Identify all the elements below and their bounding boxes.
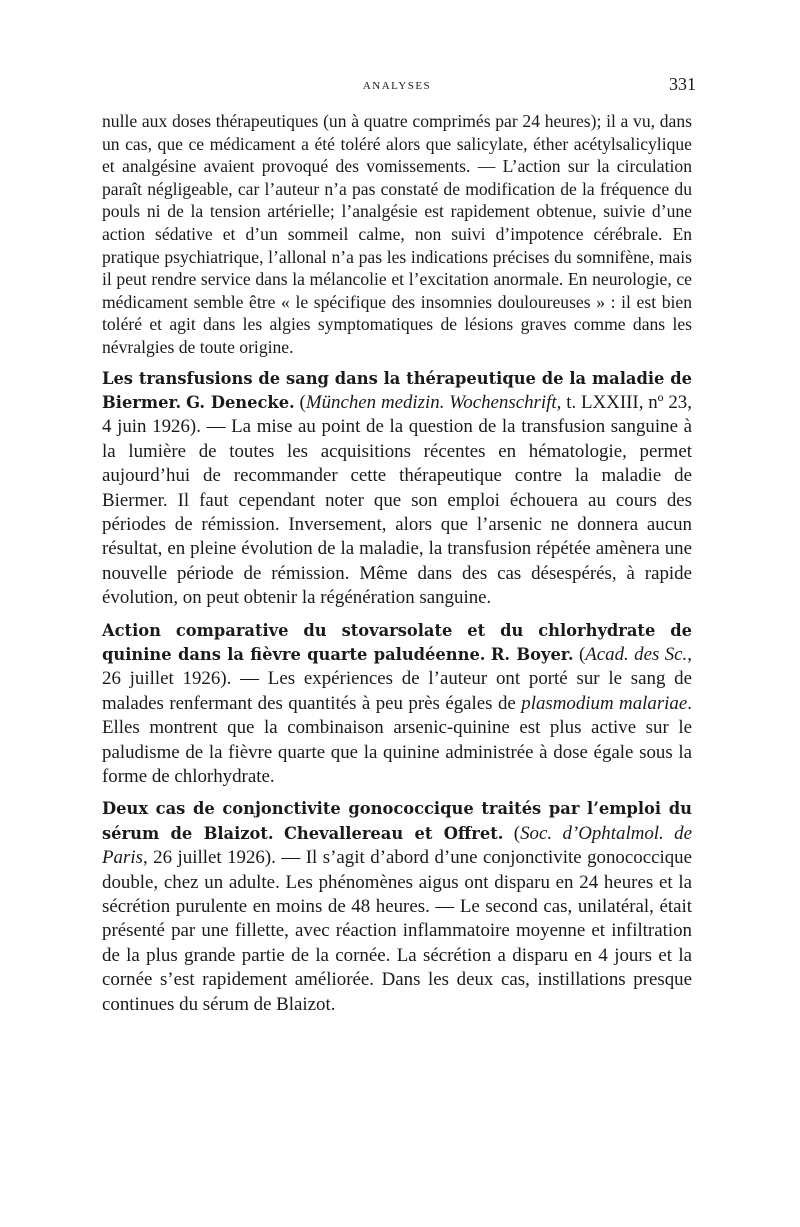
entry-source-open: ( — [513, 822, 521, 844]
intro-paragraph: nulle aux doses thérapeutiques (un à quatre comprimés par 24 heures); il a vu, dans un cas, que ce médicament a été toléré alors que salicylate, éther acétylsalicylique et analgésine avaient provoqué des vomissements. — L’action sur la circulation paraît négligeable, car l’auteur n’a pas constaté de modification de la fréquence du pouls ni de la tension artérielle; l’analgésie est rapidement obtenue, suivie d’une action sédative et d’un sommeil calme, non suivi d’impotence cérébrale. En pratique psychiatrique, l’allonal n’a pas les indications précises du somnifène, mais il peut rendre service dans la mélancolie et l’excitation anormale. En neurologie, ce médicament semble être « le spécifique des insomnies douloureuses » : il est bien toléré et agit dans les algies symptomatiques de lésions graves comme dans les névralgies de toute origine. — [102, 111, 692, 357]
entry-body: — Il s’agit d’abord d’une conjonctivite gonococcique double, chez un adulte. Les phénomènes aigus ont disparu en 24 heures et la sécrétion purulente en moins de 48 heures. — Le second cas, unilatéral, était présenté par une fillette, avec réaction inflammatoire moyenne et infiltration de la plus grande partie de la cornée. La sécrétion a disparu en 4 jours et la cornée s’est rapidement améliorée. Dans les deux cas, instillations presque continues du sérum de Blaizot. — [102, 847, 692, 1015]
entry-title: Deux cas de conjonctivite gonococcique traités par l’emploi du sérum de Blaizot. — [102, 799, 692, 843]
running-title: ANALYSES — [362, 80, 432, 92]
page-number: 331 — [669, 74, 696, 94]
source-journal: Acad. des Sc. — [585, 644, 688, 665]
entry-transfusions — [102, 367, 692, 611]
entry-conjonctivite — [102, 797, 692, 1017]
entry-stovarsolate — [102, 619, 692, 790]
entry-body: — La mise au point de la question de la transfusion sanguine à la lumière de toutes les acquisitions récentes en hématologie, permet aujourd’hui de recommander cette thérapeutique contre la maladie de Biermer. Il faut cependant noter que son emploi échouera au cours des périodes de rémission. Inversement, alors que l’arsenic ne donnera aucun résultat, en pleine évolution de la maladie, la transfusion répétée amènera une nouvelle période de rémission. Même dans des cas désespérés, à rapide évolution, on peut obtenir la régénération sanguine. — [102, 416, 692, 609]
entry-source-open: ( — [578, 644, 586, 665]
entry-title: Action comparative du stovarsolate et du chlorhydrate de quinine dans la fièvre quarte paludéenne. — [102, 620, 692, 664]
page — [102, 74, 696, 1017]
source-journal: München medizin. Wochenschrift — [305, 391, 557, 413]
entry-source-open: ( — [299, 391, 306, 413]
source-journal: Soc. d’Ophtalmol. de Paris — [102, 822, 692, 869]
entry-body-part2: . Elles montrent que la combinaison arsenic-quinine est plus active sur le paludisme de la fièvre quarte que la quinine administrée à dose égale sous la forme de chlorhydrate. — [102, 692, 692, 788]
entry-author: R. Boyer. — [490, 645, 574, 664]
entry-source-detail: , 26 juillet 1926). — [102, 644, 692, 690]
entry-author: Chevallereau et Offret. — [283, 823, 504, 843]
entry-source-detail: , t. LXXIII, nº 23, 4 juin 1926). — [102, 391, 692, 438]
running-head — [102, 74, 696, 102]
entry-title: Les transfusions de sang dans la thérapeutique de la maladie de Biermer. — [102, 368, 692, 412]
entry-source-detail: , 26 juillet 1926). — [142, 847, 276, 869]
entry-body-part1: — Les expériences de l’auteur ont porté sur le sang de malades renfermant des quantités à peu près égales de — [102, 668, 693, 714]
entry-author: G. Denecke. — [186, 392, 295, 412]
entry-body-italic: plasmodium malariae — [521, 692, 688, 714]
